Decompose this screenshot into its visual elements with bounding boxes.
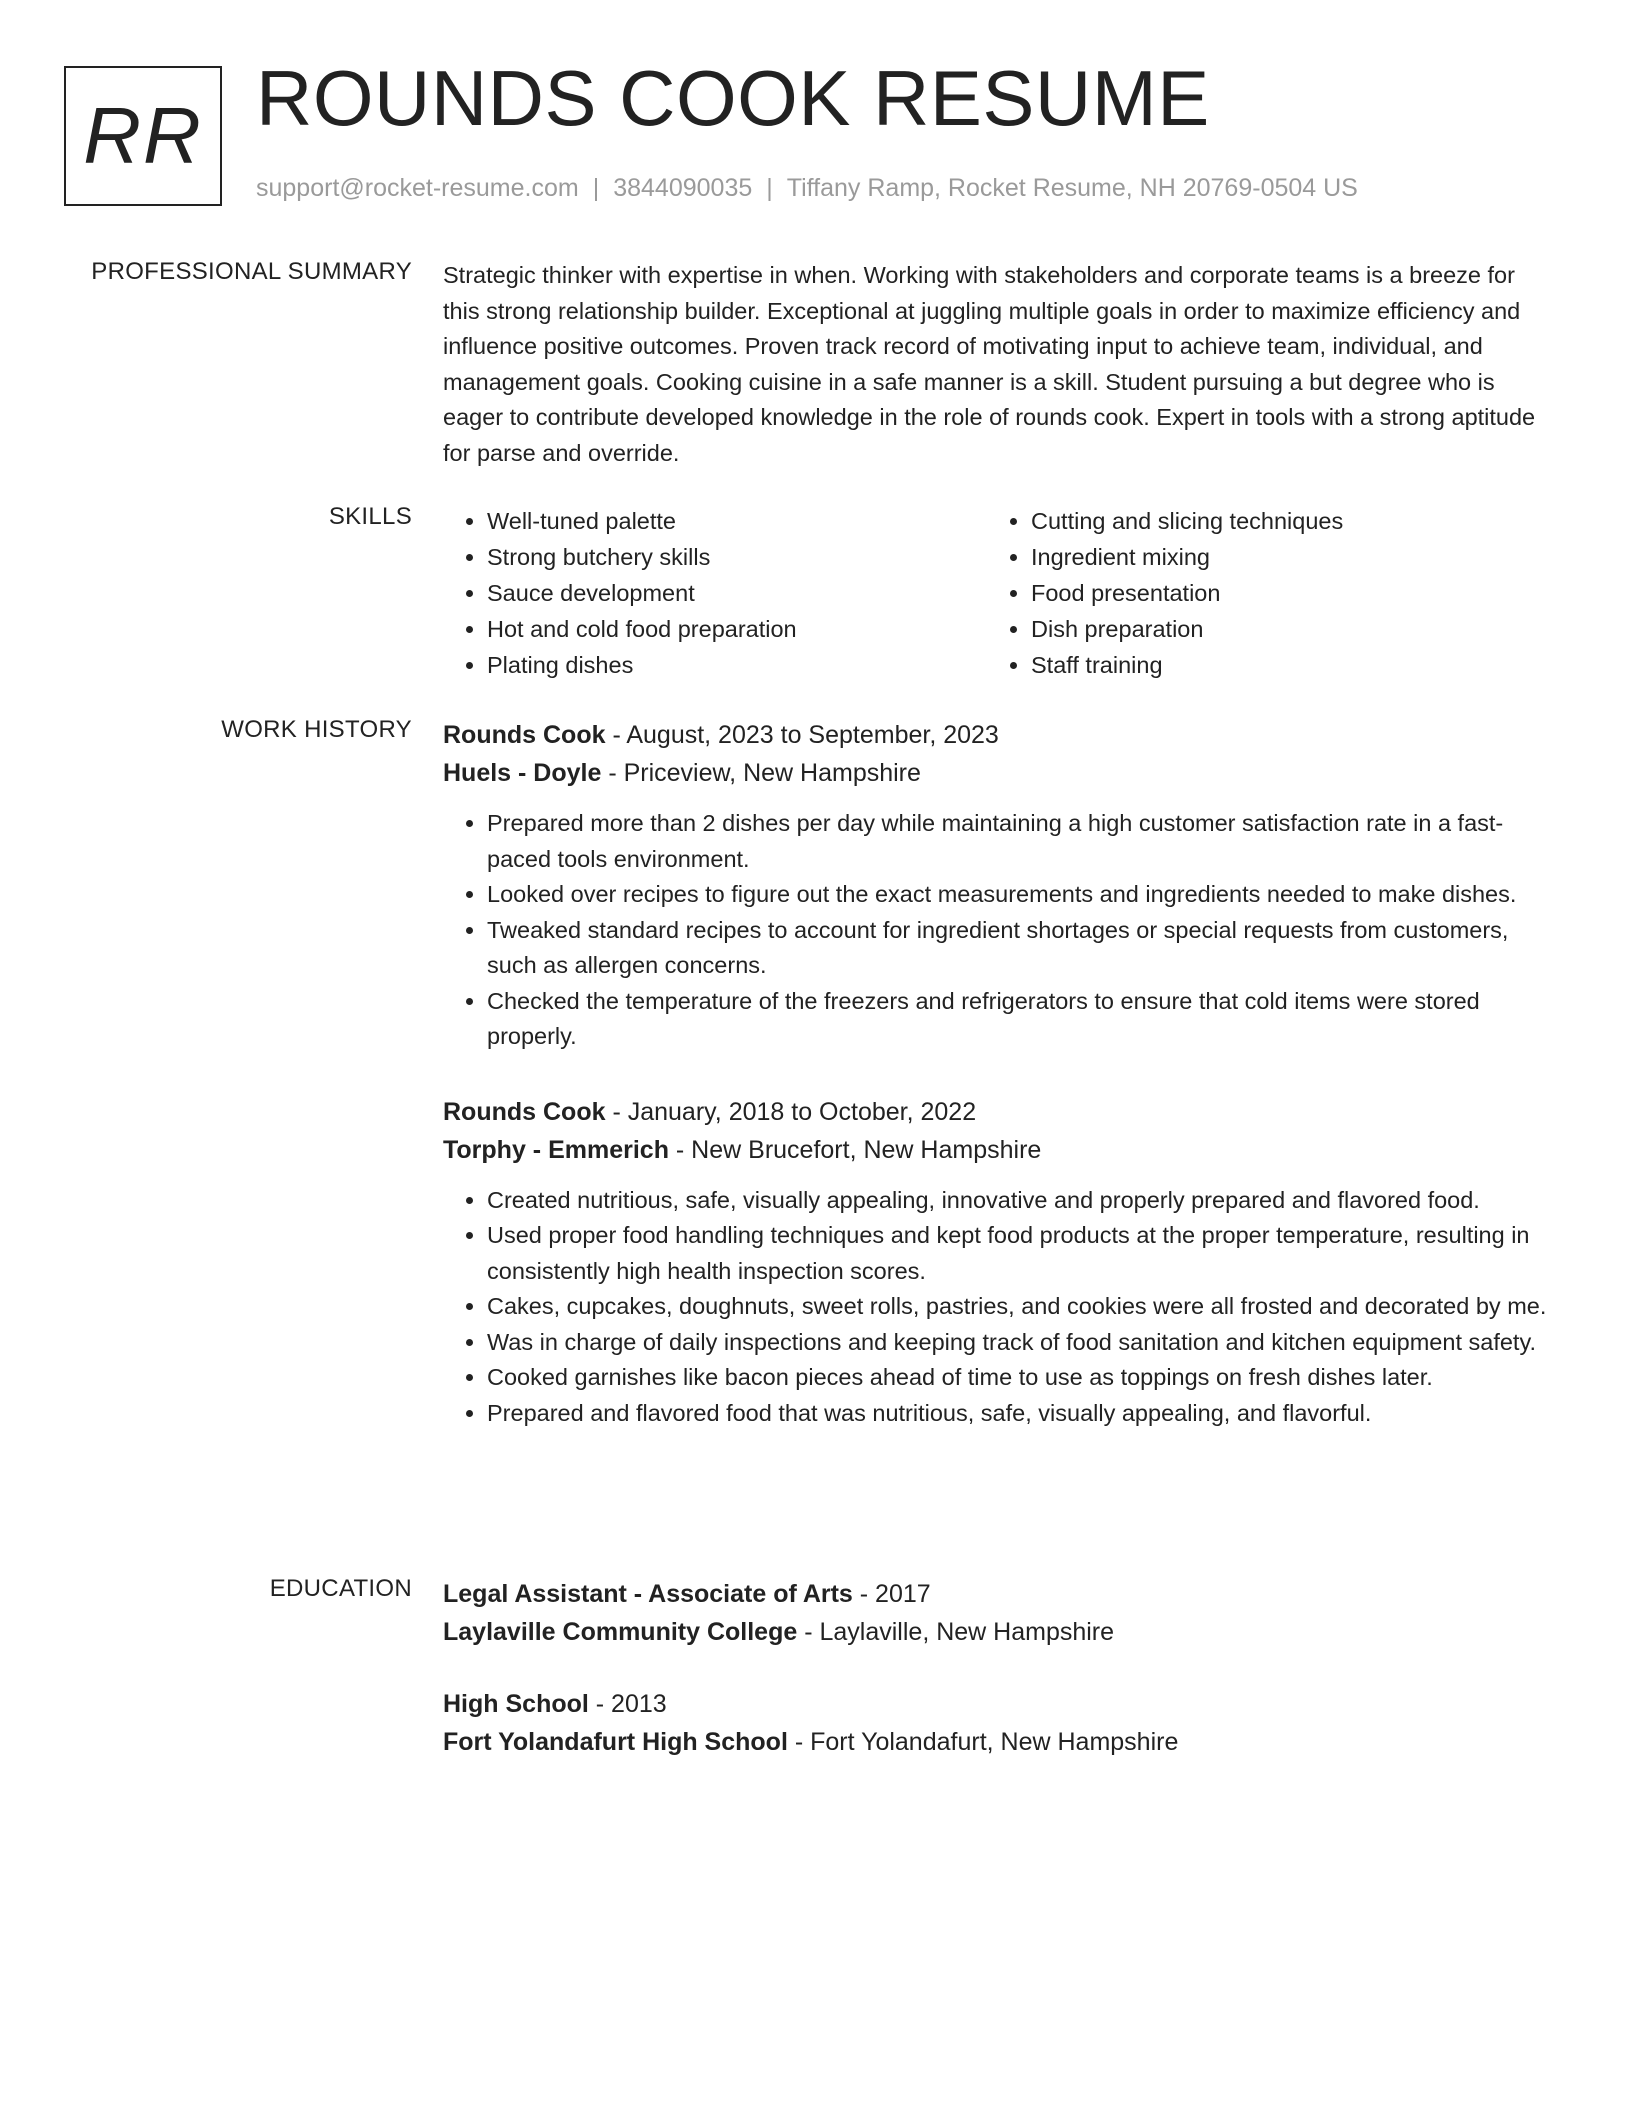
job-location: - New Brucefort, New Hampshire [668,1135,1042,1164]
education-location: - Fort Yolandafurt, New Hampshire [787,1728,1179,1756]
job-title: Rounds Cook [443,721,606,749]
job-company: Torphy - Emmerich [443,1135,669,1164]
job-company-line [443,1131,1553,1169]
job-entry [443,1093,1553,1432]
contact-separator: | [766,174,773,202]
education-degree: High School [443,1690,589,1718]
monogram: RR [64,66,222,206]
education-year: - 2013 [588,1690,667,1718]
job-location: - Priceview, New Hampshire [601,759,921,787]
skill-item: • Food presentation [1031,575,1531,611]
job-bullet: • Tweaked standard recipes to account for ingredient shortages or special requests from customers, such as allergen concerns. [487,913,1553,984]
job-dates: - January, 2018 to October, 2022 [605,1097,977,1126]
education-label: EDUCATION [269,1575,412,1602]
education-year: - 2017 [852,1580,931,1608]
skill-item: • Hot and cold food preparation [487,611,987,647]
education-school: Laylaville Community College [443,1618,798,1646]
job-title-line [443,1093,1553,1131]
education-entry [443,1575,1553,1651]
skill-item: • Ingredient mixing [1031,539,1531,575]
education-entry [443,1685,1553,1761]
job-dates: - August, 2023 to September, 2023 [605,721,999,749]
job-bullet: • Cooked garnishes like bacon pieces ahead of time to use as toppings on fresh dishes later. [487,1360,1553,1396]
skill-item: • Strong butchery skills [487,539,987,575]
job-company-line [443,754,1553,792]
job-bullet: • Prepared and flavored food that was nutritious, safe, visually appealing, and flavorful. [487,1396,1553,1432]
skill-item: • Well-tuned palette [487,503,987,539]
contact-separator: | [592,174,600,202]
contact-line [256,174,1358,203]
summary-label: PROFESSIONAL SUMMARY [91,258,412,285]
job-title-line [443,716,1553,754]
job-bullet: • Created nutritious, safe, visually appealing, innovative and properly prepared and flavored food. [487,1183,1553,1219]
job-bullets [443,1183,1553,1432]
job-bullets [443,806,1553,1055]
skill-item: • Plating dishes [487,647,987,683]
education-school-line [443,1723,1553,1761]
skill-item: • Staff training [1031,647,1531,683]
skill-item: • Dish preparation [1031,611,1531,647]
skill-item: • Sauce development [487,575,987,611]
education-school-line [443,1613,1553,1651]
job-title: Rounds Cook [443,1097,606,1126]
job-bullet: • Prepared more than 2 dishes per day while maintaining a high customer satisfaction rate in a fast-paced tools environment. [487,806,1553,877]
education-location: - Laylaville, New Hampshire [797,1618,1115,1646]
education-school: Fort Yolandafurt High School [443,1728,788,1756]
work-history-label: WORK HISTORY [221,716,412,743]
job-bullet: • Used proper food handling techniques and kept food products at the proper temperature, resulting in consistently high health inspection scores. [487,1218,1553,1289]
job-company: Huels - Doyle [443,759,602,787]
job-bullet: • Checked the temperature of the freezers and refrigerators to ensure that cold items were stored properly. [487,984,1553,1055]
education-degree-line [443,1575,1553,1613]
job-bullet: • Cakes, cupcakes, doughnuts, sweet rolls, pastries, and cookies were all frosted and decorated by me. [487,1289,1553,1325]
contact-email: support@rocket-resume.com [256,174,579,202]
skills-list-left [443,503,987,683]
education-degree: Legal Assistant - Associate of Arts [443,1580,853,1608]
education-degree-line [443,1685,1553,1723]
job-entry [443,716,1553,1055]
skill-item: • Cutting and slicing techniques [1031,503,1531,539]
skills-list-right [987,503,1531,683]
job-bullet: • Was in charge of daily inspections and keeping track of food sanitation and kitchen equipment safety. [487,1325,1553,1361]
contact-phone: 3844090035 [613,174,753,202]
resume-title: ROUNDS COOK RESUME [256,54,1210,142]
summary-text: Strategic thinker with expertise in when. Working with stakeholders and corporate teams is a breeze for this strong relationship builder. Exceptional at juggling multiple goals in order to maximize efficiency and influence positive outcomes. Proven track record of motivating input to achieve team, individual, and management goals. Cooking cuisine in a safe manner is a skill. Student pursuing a but degree who is eager to contribute developed knowledge in the role of rounds cook. Expert in tools with a strong aptitude for parse and override. [443,262,1536,466]
job-bullet: • Looked over recipes to figure out the exact measurements and ingredients needed to make dishes. [487,877,1553,913]
skills-label: SKILLS [328,503,412,530]
contact-address: Tiffany Ramp, Rocket Resume, NH 20769-0504 US [786,174,1358,202]
